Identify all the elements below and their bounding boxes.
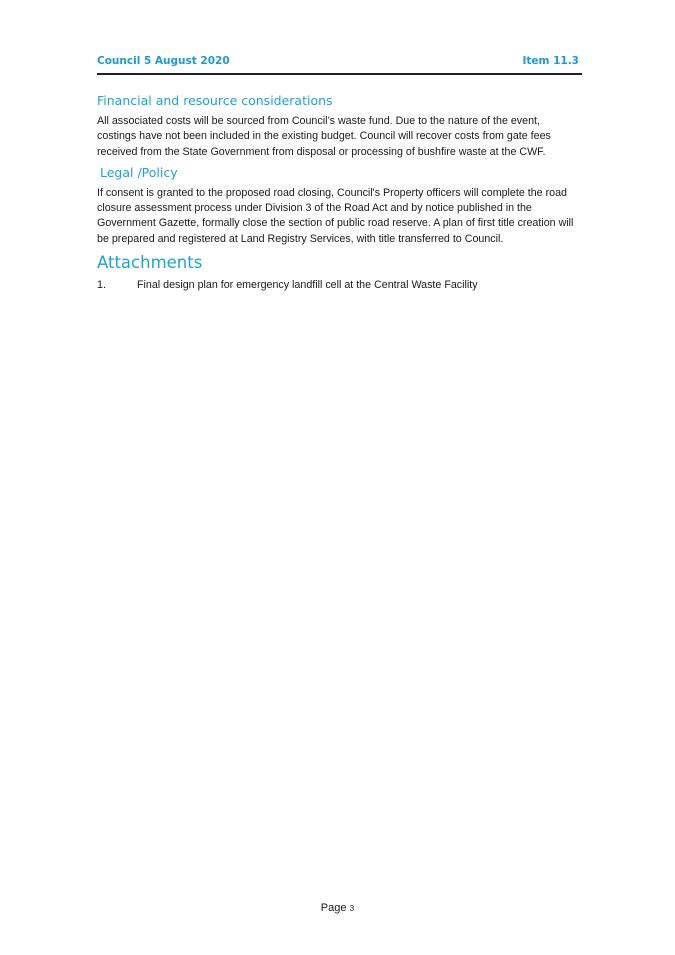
legal-body: If consent is granted to the proposed road closing, Council's Property officers will complete the road closure assessment process under Division 3 of the Road Act and by notice published in the Government Gazette, formally close the section of public road reserve. A plan of first title creation will be prepared and registered at Land Registry Services, with title transferred to Council.	[97, 186, 574, 245]
attachments-heading: Attachments	[97, 253, 203, 273]
financial-heading: Financial and resource considerations	[97, 93, 333, 108]
attachment-item[interactable]	[97, 277, 582, 293]
page-header	[97, 55, 582, 75]
main-content	[97, 93, 582, 293]
legal-heading: Legal /Policy	[100, 164, 178, 180]
page-footer	[0, 902, 675, 914]
item-number: Item 11.3	[522, 55, 579, 67]
page-label: Page	[320, 902, 347, 914]
legal-section	[97, 165, 582, 247]
meeting-date: Council 5 August 2020	[97, 55, 230, 67]
page-number: 3	[349, 903, 355, 913]
attachment-number: 1.	[97, 279, 106, 292]
attachment-title[interactable]: Final design plan for emergency landfill cell at the Central Waste Facility	[137, 279, 478, 292]
financial-body: All associated costs will be sourced from Council’s waste fund. Due to the nature of the event, costings have not been included in the existing budget. Council will recover costs from gate fees received from the State Government from disposal or processing of bushfire waste at the CWF.	[97, 115, 551, 158]
